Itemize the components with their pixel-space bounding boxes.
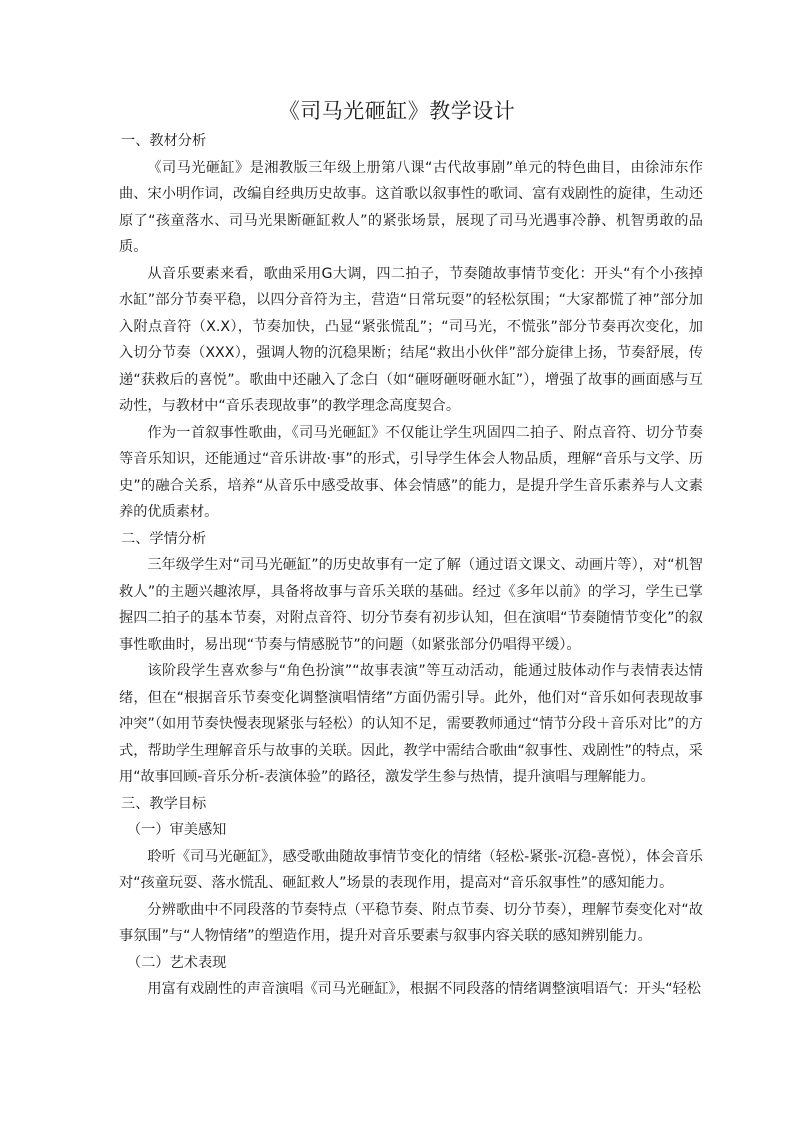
paragraph: 分辨歌曲中不同段落的节奏特点（平稳节奏、附点节奏、切分节奏），理解节奏变化对“故事氛围”与“人物情绪”的塑造作用，提升对音乐要素与叙事内容关联的感知辨别能力。 — [119, 901, 703, 944]
subsection-heading-aesthetic-perception: （一）审美感知 — [127, 822, 227, 838]
paragraph: 聆听《司马光砸缸》，感受歌曲随故事情节变化的情绪（轻松-紧张-沉稳-喜悦），体会音乐对“孩童玩耍、落水慌乱、砸缸救人”场景的表现作用，提高对“音乐叙事性”的感知能力。 — [119, 848, 703, 891]
section-heading-teaching-objectives: 三、教学目标 — [121, 795, 207, 812]
paragraph: 三年级学生对“司马光砸缸”的历史故事有一定了解（通过语文课文、动画片等），对“机智救人”的主题兴趣浓厚，具备将故事与音乐关联的基础。经过《多年以前》的学习，学生已掌握四二拍子的基本节奏，对附点音符、切分节奏有初步认知，但在演唱“节奏随情节变化”的叙事性歌曲时，易出现“节奏与情感脱节”的问题（如紧张部分仍唱得平缓）。 — [119, 557, 703, 653]
subsection-heading-artistic-expression: （二）艺术表现 — [127, 954, 227, 971]
paragraph: 该阶段学生喜欢参与“角色扮演”“故事表演”等互动活动，能通过肢体动作与表情表达情绪，但在“根据音乐节奏变化调整演唱情绪”方面仍需引导。此外，他们对“音乐如何表现故事冲突”（如用节奏快慢表现紧张与轻松）的认知不足，需要教师通过“情节分段＋音乐对比”的方式，帮助学生理解音乐与故事的关联。因此，教学中需结合歌曲“叙事性、戏剧性”的特点，采用“故事回顾-音乐分析-表演体验”的路径，激发学生参与热情，提升演唱与理解能力。 — [119, 663, 703, 785]
paragraph: 作为一首叙事性歌曲，《司马光砸缸》不仅能让学生巩固四二拍子、附点音符、切分节奏等音乐知识，还能通过“音乐讲故·事”的形式，引导学生体会人物品质，理解“音乐与文学、历史”的融合关系，培养“从音乐中感受故事、体会情感”的能力，是提升学生音乐素养与人文素养的优质素材。 — [119, 424, 703, 520]
section-heading-learner-analysis: 二、学情分析 — [121, 530, 207, 547]
paragraph: 用富有戏剧性的声音演唱《司马光砸缸》，根据不同段落的情绪调整演唱语气：开头“轻松 — [147, 981, 701, 997]
section-heading-textbook-analysis: 一、教材分析 — [121, 133, 207, 149]
document-title: 《司马光砸缸》教学设计 — [278, 99, 516, 123]
paragraph: 从音乐要素来看，歌曲采用G大调，四二拍子，节奏随故事情节变化：开头“有个小孩掉水缸”部分节奏平稳，以四分音符为主，营造“日常玩耍”的轻松氛围；“大家都慌了神”部分加入附点音符（X.X），节奏加快，凸显“紧张慌乱”；“司马光，不慌张”部分节奏再次变化，加入切分节奏（XXX），强调人物的沉稳果断；结尾“救出小伙伴”部分旋律上扬，节奏舒展，传递“获救后的喜悦”。歌曲中还融入了念白（如“砸呀砸呀砸水缸”），增强了故事的画面感与互动性，与教材中“音乐表现故事”的教学理念高度契合。 — [119, 265, 703, 414]
paragraph: 《司马光砸缸》是湘教版三年级上册第八课“古代故事剧”单元的特色曲目，由徐沛东作曲、宋小明作词，改编自经典历史故事。这首歌以叙事性的歌词、富有戏剧性的旋律，生动还原了“孩童落水、司马光果断砸缸救人”的紧张场景，展现了司马光遇事冷静、机智勇敢的品质。 — [119, 159, 703, 255]
document-body — [119, 128, 703, 1003]
